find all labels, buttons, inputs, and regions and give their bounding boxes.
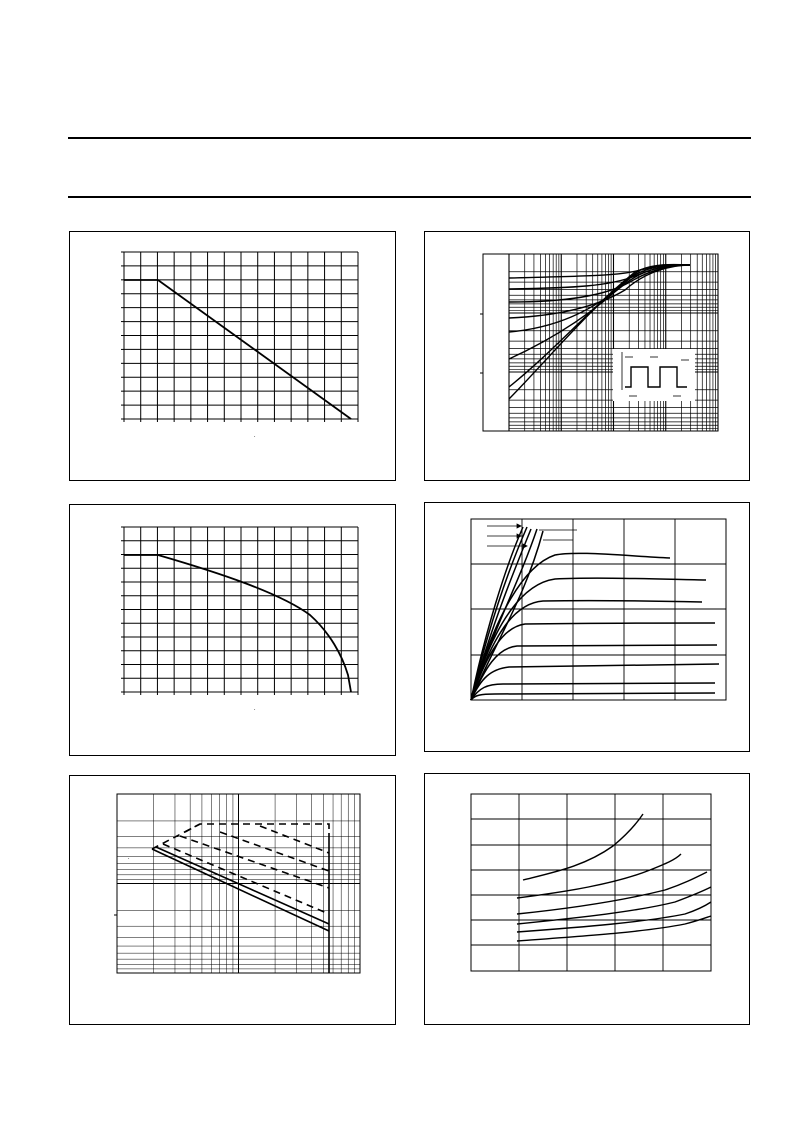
figure-3-axis-mark: * [254, 708, 256, 712]
figure-3-grid [121, 527, 358, 695]
figure-4-curves [471, 527, 719, 700]
figure-panel-5 [69, 775, 396, 1025]
figure-1-axis-mark: * [254, 435, 256, 439]
figure-6-curves [517, 814, 711, 941]
figure-5-chart [70, 776, 397, 1026]
header-rule-top [68, 137, 751, 139]
figure-panel-3 [69, 504, 396, 756]
figure-2-plot-frame [483, 254, 718, 431]
figure-2-pulse-inset [613, 349, 695, 401]
figure-5-axis-mark: * [128, 857, 130, 861]
figure-panel-4 [424, 502, 750, 752]
figure-6-chart [425, 774, 751, 1026]
figure-3-chart [70, 505, 397, 757]
figure-1-chart [70, 232, 397, 482]
figure-5-dashed-lines [152, 824, 329, 914]
figure-panel-2 [424, 231, 750, 481]
figure-5-solid-lines [152, 833, 329, 973]
figure-1-grid [121, 252, 358, 422]
header-rule-bottom [68, 196, 751, 198]
figure-2-grid [509, 254, 718, 431]
figure-6-grid [471, 794, 711, 971]
figure-2-chart [425, 232, 751, 482]
figure-panel-1 [69, 231, 396, 481]
figure-6-plot-frame [471, 794, 711, 971]
figure-panel-6 [424, 773, 750, 1025]
figure-4-chart [425, 503, 751, 753]
